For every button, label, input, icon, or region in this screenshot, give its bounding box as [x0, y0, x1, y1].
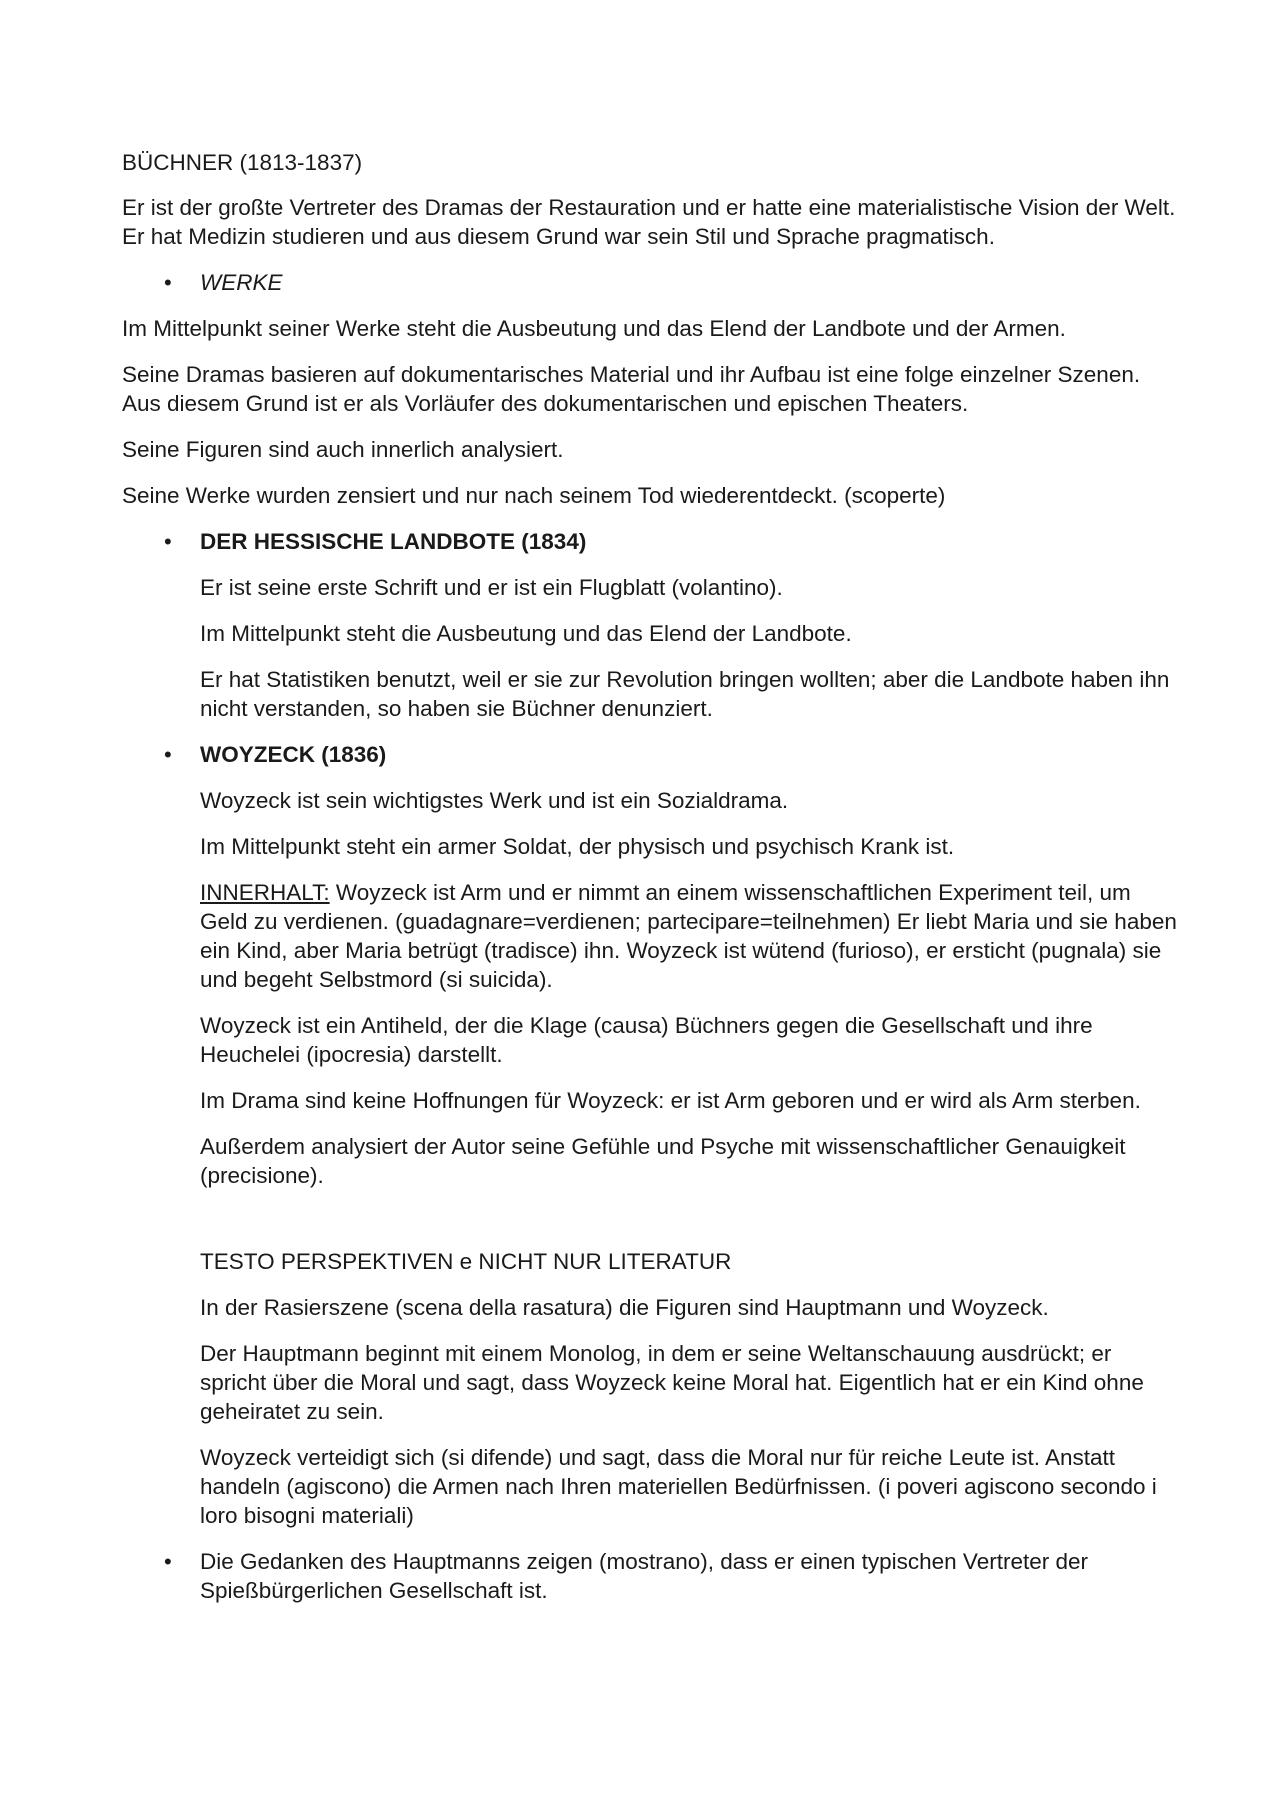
testo-paragraph-2: Der Hauptmann beginnt mit einem Monolog, in dem er seine Weltanschauung ausdrückt; er spricht über die Moral und sagt, dass Woyzeck keine Moral hat. Eigentlich hat er ein Kind ohne geheiratet zu sein. [200, 1341, 1144, 1424]
document-title: BÜCHNER (1813-1837) [122, 150, 363, 175]
intro-paragraph: Er ist der großte Vertreter des Dramas der Restauration und er hatte eine materialistische Vision der Welt. Er hat Medizin studieren und aus diesem Grund war sein Stil und Sprache pragmatisch. [122, 195, 1176, 249]
bullet-icon: • [164, 742, 172, 767]
testo-paragraph-3: Woyzeck verteidigt sich (si difende) und sagt, dass die Moral nur für reiche Leute ist. Anstatt handeln (agiscono) die Armen nach Ihren materiellen Bedürfnissen. (i poveri agiscono secondo i loro bisogni materiali) [200, 1445, 1157, 1528]
woyzeck-paragraph-5: Im Drama sind keine Hoffnungen für Woyzeck: er ist Arm geboren und er wird als Arm sterben. [200, 1088, 1141, 1113]
landbote-paragraph-1: Er ist seine erste Schrift und er ist ein Flugblatt (volantino). [200, 575, 783, 600]
landbote-paragraph-3: Er hat Statistiken benutzt, weil er sie zur Revolution bringen wollten; aber die Landbote haben ihn nicht verstanden, so haben sie Büchner denunziert. [200, 667, 1170, 721]
testo-paragraph-1: In der Rasierszene (scena della rasatura) die Figuren sind Hauptmann und Woyzeck. [200, 1295, 1049, 1320]
werke-paragraph-1: Im Mittelpunkt seiner Werke steht die Ausbeutung und das Elend der Landbote und der Armen. [122, 316, 1066, 341]
bullet-icon: • [164, 1549, 172, 1574]
landbote-heading-item [122, 527, 1182, 556]
innerhalt-label: INNERHALT: [200, 880, 330, 905]
testo-final-bullet-item [122, 1547, 1182, 1605]
woyzeck-heading: WOYZECK (1836) [200, 742, 387, 767]
woyzeck-paragraph-1: Woyzeck ist sein wichtigstes Werk und ist ein Sozialdrama. [200, 788, 789, 813]
bullet-icon: • [164, 529, 172, 554]
testo-final-bullet: Die Gedanken des Hauptmanns zeigen (mostrano), dass er einen typischen Vertreter der Spießbürgerlichen Gesellschaft ist. [200, 1549, 1088, 1603]
werke-heading-item [122, 268, 1182, 297]
werke-paragraph-3: Seine Figuren sind auch innerlich analysiert. [122, 437, 564, 462]
woyzeck-paragraph-6: Außerdem analysiert der Autor seine Gefühle und Psyche mit wissenschaftlicher Genauigkeit (precisione). [200, 1134, 1126, 1188]
woyzeck-heading-item [122, 740, 1182, 769]
document-page [122, 148, 1182, 1622]
innerhalt-text: Woyzeck ist Arm und er nimmt an einem wissenschaftlichen Experiment teil, um Geld zu verdienen. (guadagnare=verdienen; partecipare=teilnehmen) Er liebt Maria und sie haben ein Kind, aber Maria betrügt (tradisce) ihn. Woyzeck ist wütend (furioso), er ersticht (pugnala) sie und begeht Selbstmord (si suicida). [200, 880, 1177, 992]
werke-paragraph-2: Seine Dramas basieren auf dokumentarisches Material und ihr Aufbau ist eine folge einzelner Szenen. Aus diesem Grund ist er als Vorläufer des dokumentarischen und epischen Theaters. [122, 362, 1141, 416]
landbote-heading: DER HESSISCHE LANDBOTE (1834) [200, 529, 587, 554]
werke-paragraph-4: Seine Werke wurden zensiert und nur nach seinem Tod wiederentdeckt. (scoperte) [122, 483, 946, 508]
woyzeck-paragraph-4: Woyzeck ist ein Antiheld, der die Klage (causa) Büchners gegen die Gesellschaft und ihre Heuchelei (ipocresia) darstellt. [200, 1013, 1093, 1067]
bullet-icon: • [164, 270, 172, 295]
woyzeck-paragraph-2: Im Mittelpunkt steht ein armer Soldat, der physisch und psychisch Krank ist. [200, 834, 955, 859]
woyzeck-innerhalt-paragraph [200, 878, 1182, 994]
testo-heading: TESTO PERSPEKTIVEN e NICHT NUR LITERATUR [200, 1249, 732, 1274]
werke-heading: WERKE [200, 270, 283, 295]
section-spacer [122, 1207, 1182, 1247]
landbote-paragraph-2: Im Mittelpunkt steht die Ausbeutung und das Elend der Landbote. [200, 621, 852, 646]
